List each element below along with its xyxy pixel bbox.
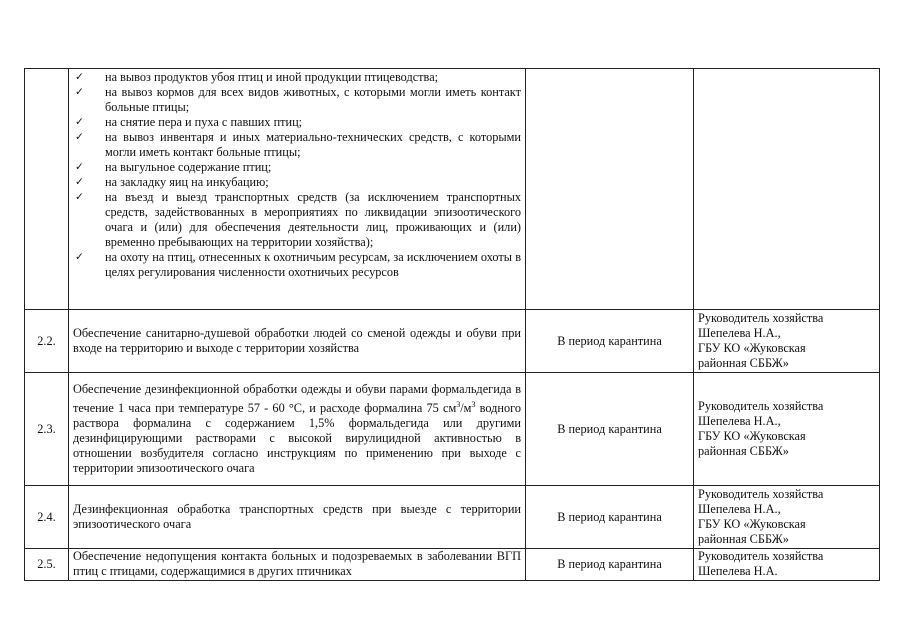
- list-item-text: на выгульное содержание птиц;: [105, 160, 272, 174]
- table-row: [25, 373, 880, 486]
- checkmark-icon: ✓: [75, 71, 84, 83]
- row-number: 2.2.: [25, 310, 69, 373]
- responsible-line: Шепелева Н.А.,: [698, 326, 781, 340]
- checkmark-icon: ✓: [75, 176, 84, 188]
- desc-part: /м: [460, 401, 472, 416]
- responsible-cell: [694, 373, 880, 486]
- list-item-text: на закладку яиц на инкубацию;: [105, 175, 269, 189]
- responsible-line: Шепелева Н.А.,: [698, 414, 781, 428]
- period-cell: В период карантина: [526, 486, 694, 549]
- period-empty: [526, 69, 694, 310]
- responsible-line: ГБУ КО «Жуковская: [698, 429, 806, 443]
- checkmark-icon: ✓: [75, 161, 84, 173]
- responsible-line: Руководитель хозяйства: [698, 487, 824, 501]
- list-item-text: на вывоз продуктов убоя птиц и иной продукции птицеводства;: [105, 70, 439, 84]
- list-item-text: на охоту на птиц, отнесенных к охотничьим ресурсам, за исключением охоты в целях регулирования численности охотничьих ресурсов: [105, 250, 521, 279]
- list-item-text: на вывоз инвентаря и иных материально-технических средств, с которыми могли иметь контакт больные птицы;: [105, 130, 521, 159]
- responsible-cell: [694, 310, 880, 373]
- table-row: [25, 549, 880, 581]
- period-cell: В период карантина: [526, 549, 694, 581]
- responsible-cell: [694, 486, 880, 549]
- list-item: [73, 85, 521, 115]
- period-cell: В период карантина: [526, 373, 694, 486]
- superscript: 3: [471, 399, 476, 409]
- row-number: 2.4.: [25, 486, 69, 549]
- responsible-line: районная СББЖ»: [698, 356, 789, 370]
- responsible-line: Руководитель хозяйства: [698, 311, 824, 325]
- responsible-cell: [694, 549, 880, 581]
- desc-part: Обеспечение дезинфекционной обработки одежды и обуви парами формальдегида в течение 1 часа при температуре 57 - 60 °С, и расходе формалина 75 см: [73, 381, 521, 416]
- list-item: [73, 175, 521, 190]
- table-row-continuation: [25, 69, 880, 310]
- checkmark-icon: ✓: [75, 191, 84, 203]
- measure-description: Дезинфекционная обработка транспортных средств при выезде с территории эпизоотического очага: [69, 486, 526, 549]
- list-item: [73, 130, 521, 160]
- list-item: [73, 190, 521, 250]
- responsible-line: районная СББЖ»: [698, 532, 789, 546]
- superscript: 3: [456, 399, 461, 409]
- measure-description: [69, 373, 526, 486]
- row-number: 2.5.: [25, 549, 69, 581]
- responsible-line: районная СББЖ»: [698, 444, 789, 458]
- responsible-line: Руководитель хозяйства: [698, 549, 824, 563]
- responsible-line: Шепелева Н.А.,: [698, 502, 781, 516]
- desc-part: водного раствора формалина с содержанием 1,5% формальдегида или другими дезинфицирующими растворами с высокой вирулицидной активностью в отношении возбудителя согласно инструкциям по применению при выходе с территории эпизоотического очага: [73, 401, 521, 476]
- measure-description: Обеспечение недопущения контакта больных и подозреваемых в заболевании ВГП птиц с птицами, содержащимися в других птичниках: [69, 549, 526, 581]
- list-item-text: на въезд и выезд транспортных средств (за исключением транспортных средств, задействованных в мероприятиях по ликвидации эпизоотического очага и (или) для обеспечения деятельности лиц, проживающих и (или) временно пребывающих на территории хозяйства);: [105, 190, 521, 249]
- checkmark-icon: ✓: [75, 251, 84, 263]
- restriction-list: [69, 69, 526, 310]
- list-item: [73, 250, 521, 280]
- responsible-line: Руководитель хозяйства: [698, 399, 824, 413]
- list-item-text: на вывоз кормов для всех видов животных, с которыми могли иметь контакт больные птицы;: [105, 85, 521, 114]
- list-item: [73, 115, 521, 130]
- list-item-text: на снятие пера и пуха с павших птиц;: [105, 115, 303, 129]
- table-row: [25, 310, 880, 373]
- measure-description: Обеспечение санитарно-душевой обработки людей со сменой одежды и обуви при входе на территорию и выходе с территории хозяйства: [69, 310, 526, 373]
- list-item: [73, 160, 521, 175]
- row-number-empty: [25, 69, 69, 310]
- table-row: [25, 486, 880, 549]
- responsible-line: ГБУ КО «Жуковская: [698, 341, 806, 355]
- period-cell: В период карантина: [526, 310, 694, 373]
- checkmark-icon: ✓: [75, 116, 84, 128]
- checkmark-icon: ✓: [75, 131, 84, 143]
- checkmark-icon: ✓: [75, 86, 84, 98]
- list-item: [73, 70, 521, 85]
- measures-table: [24, 68, 880, 581]
- responsible-line: ГБУ КО «Жуковская: [698, 517, 806, 531]
- row-number: 2.3.: [25, 373, 69, 486]
- responsible-empty: [694, 69, 880, 310]
- responsible-line: Шепелева Н.А.: [698, 564, 778, 578]
